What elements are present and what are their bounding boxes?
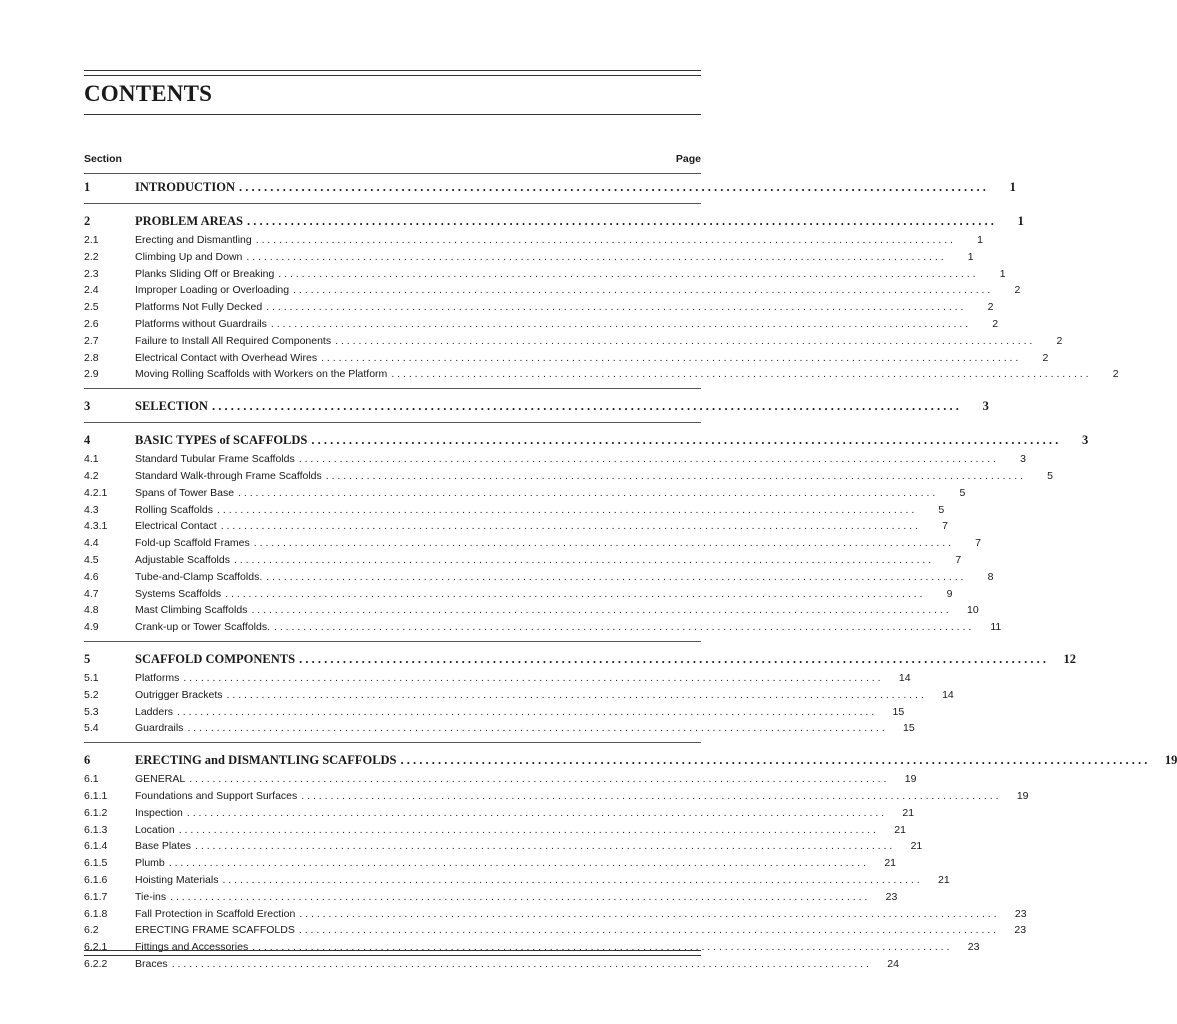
toc-subsection-entry[interactable]: [84, 672, 911, 687]
toc-entry-page-number: 3: [1082, 433, 1089, 448]
toc-entry-number: 4.6: [84, 570, 99, 583]
toc-entry-title: Crank-up or Tower Scaffolds.: [135, 621, 271, 634]
toc-entry-title: ERECTING and DISMANTLING SCAFFOLDS: [135, 753, 397, 768]
section-separator-rule: [84, 388, 701, 389]
toc-subsection-entry[interactable]: [84, 806, 915, 822]
toc-section-entry[interactable]: [84, 180, 1016, 197]
top-double-rule-outer: [84, 70, 701, 71]
dot-leader: . . . . . . . . . . . . . . . . . . . . . . . . . . . . . . . . . . . . . . . . . . . . . . . . . . . . . . . . . . . . . . . . . . . . . . . . . . . . . . . . . . . . . . . . . . . . . . . . . . . . . . . . . . . . . . . . . . . . . . . .: [400, 753, 1148, 768]
dot-leader: . . . . . . . . . . . . . . . . . . . . . . . . . . . . . . . . . . . . . . . . . . . . . . . . . . . . . . . . . . . . . . . . . . . . . . . . . . . . . . . . . . . . . . . . . . . . . . . . . . . . . . . . . . . . . . . . . . . . . . . .: [178, 823, 876, 836]
toc-entry-page-number: 15: [902, 722, 915, 735]
toc-entry-page-number: 23: [1014, 924, 1027, 937]
toc-subsection-entry[interactable]: [84, 267, 1006, 283]
toc-subsection-entry[interactable]: [84, 570, 994, 586]
toc-entry-title: Adjustable Scaffolds: [135, 554, 230, 566]
toc-section-entry[interactable]: [84, 433, 1089, 450]
toc-entry-title: Tube-and-Clamp Scaffolds.: [135, 570, 263, 583]
toc-entry-title: Failure to Install All Required Components: [135, 334, 332, 347]
dot-leader: . . . . . . . . . . . . . . . . . . . . . . . . . . . . . . . . . . . . . . . . . . . . . . . . . . . . . . . . . . . . . . . . . . . . . . . . . . . . . . . . . . . . . . . . . . . . . . . . . . . . . . . . . . . . . . . . . . . . . . . .: [233, 554, 932, 566]
toc-entry-number: 5.2: [84, 688, 99, 701]
toc-entry-title: Spans of Tower Base: [135, 486, 235, 499]
toc-entry-title: Systems Scaffolds: [135, 587, 222, 600]
dot-leader: . . . . . . . . . . . . . . . . . . . . . . . . . . . . . . . . . . . . . . . . . . . . . . . . . . . . . . . . . . . . . . . . . . . . . . . . . . . . . . . . . . . . . . . . . . . . . . . . . . . . . . . . . . . . . . . . . . . . . . . .: [176, 705, 875, 718]
toc-section-entry[interactable]: [84, 214, 1024, 231]
toc-entry-number: 6.1.4: [84, 840, 108, 853]
toc-entry-title: Platforms without Guardrails: [135, 318, 267, 330]
toc-subsection-entry[interactable]: [84, 537, 982, 552]
toc-entry-page-number: 1: [999, 267, 1006, 280]
toc-entry-title: Ladders: [135, 705, 173, 718]
dot-leader: . . . . . . . . . . . . . . . . . . . . . . . . . . . . . . . . . . . . . . . . . . . . . . . . . . . . . . . . . . . . . . . . . . . . . . . . . . . . . . . . . . . . . . . . . . . . . . . . . . . . . . . . . . . . . . . . . . . . . . . .: [187, 722, 885, 735]
toc-entry-page-number: 23: [967, 941, 980, 954]
dot-leader: . . . . . . . . . . . . . . . . . . . . . . . . . . . . . . . . . . . . . . . . . . . . . . . . . . . . . . . . . . . . . . . . . . . . . . . . . . . . . . . . . . . . . . . . . . . . . . . . . . . . . . . . . . . . . . . . . . . . . . . .: [298, 453, 996, 466]
toc-entry-number: 6.1.6: [84, 874, 108, 886]
toc-subsection-entry[interactable]: [84, 790, 1029, 805]
toc-subsection-entry[interactable]: [84, 840, 923, 855]
toc-entry-number: 6.1.1: [84, 790, 108, 802]
toc-entry-title: Fall Protection in Scaffold Erection: [135, 907, 296, 920]
toc-entry-number: 4.8: [84, 604, 99, 617]
toc-entry-title: Guardrails: [135, 722, 184, 735]
toc-entry-number: 5.4: [84, 722, 99, 735]
toc-entry-page-number: 24: [887, 958, 899, 970]
toc-entry-title: Foundations and Support Surfaces: [135, 790, 298, 802]
dot-leader: . . . . . . . . . . . . . . . . . . . . . . . . . . . . . . . . . . . . . . . . . . . . . . . . . . . . . . . . . . . . . . . . . . . . . . . . . . . . . . . . . . . . . . . . . . . . . . . . . . . . . . . . . . . . . . . . . . . . . . . .: [335, 334, 1033, 347]
toc-entry-number: 6.1.3: [84, 823, 108, 836]
toc-entry-number: 4.2.1: [84, 486, 108, 499]
toc-entry-page-number: 23: [885, 890, 898, 903]
toc-entry-title: Platforms Not Fully Decked: [135, 301, 263, 314]
toc-entry-page-number: 23: [1014, 907, 1027, 920]
dot-leader: . . . . . . . . . . . . . . . . . . . . . . . . . . . . . . . . . . . . . . . . . . . . . . . . . . . . . . . . . . . . . . . . . . . . . . . . . . . . . . . . . . . . . . . . . . . . . . . . . . . . . . . . . . . . . . . . . . . . . . . .: [266, 570, 964, 583]
toc-entry-title: SCAFFOLD COMPONENTS: [135, 652, 296, 666]
toc-entry-number: 3: [84, 399, 91, 414]
toc-entry-page-number: 12: [1063, 652, 1076, 666]
toc-subsection-entry[interactable]: [84, 688, 954, 704]
toc-entry-number: 2.2: [84, 250, 99, 263]
toc-entry-number: 4.2: [84, 470, 99, 482]
toc-entry-title: Planks Sliding Off or Breaking: [135, 267, 275, 280]
toc-entry-title: Fold-up Scaffold Frames: [135, 537, 250, 550]
dot-leader: . . . . . . . . . . . . . . . . . . . . . . . . . . . . . . . . . . . . . . . . . . . . . . . . . . . . . . . . . . . . . . . . . . . . . . . . . . . . . . . . . . . . . . . . . . . . . . . . . . . . . . . . . . . . . . . . . . . . . . . .: [186, 806, 885, 819]
toc-subsection-entry[interactable]: [84, 503, 945, 519]
toc-entry-number: 2.9: [84, 368, 99, 381]
header-rule: [84, 173, 701, 174]
dot-leader: . . . . . . . . . . . . . . . . . . . . . . . . . . . . . . . . . . . . . . . . . . . . . . . . . . . . . . . . . . . . . . . . . . . . . . . . . . . . . . . . . . . . . . . . . . . . . . . . . . . . . . . . . . . . . . . . . . . . . . . .: [299, 907, 997, 920]
toc-subsection-entry[interactable]: [84, 958, 899, 973]
toc-subsection-entry[interactable]: [84, 234, 983, 249]
toc-entry-number: 6.1.8: [84, 907, 108, 920]
toc-entry-number: 2.3: [84, 267, 99, 280]
dot-leader: . . . . . . . . . . . . . . . . . . . . . . . . . . . . . . . . . . . . . . . . . . . . . . . . . . . . . . . . . . . . . . . . . . . . . . . . . . . . . . . . . . . . . . . . . . . . . . . . . . . . . . . . . . . . . . . . . . . . . . . .: [311, 433, 1059, 448]
toc-subsection-entry[interactable]: [84, 368, 1119, 383]
toc-entry-page-number: 10: [966, 604, 979, 617]
toc-entry-title: Erecting and Dismantling: [135, 234, 252, 246]
toc-entry-number: 5.1: [84, 672, 99, 684]
toc-entry-number: 6.1: [84, 773, 99, 786]
dot-leader: . . . . . . . . . . . . . . . . . . . . . . . . . . . . . . . . . . . . . . . . . . . . . . . . . . . . . . . . . . . . . . . . . . . . . . . . . . . . . . . . . . . . . . . . . . . . . . . . . . . . . . . . . . . . . . . . . . . . . . . .: [225, 587, 923, 600]
toc-entry-page-number: 7: [975, 537, 982, 550]
toc-subsection-entry[interactable]: [84, 722, 915, 737]
toc-entry-title: Rolling Scaffolds: [135, 503, 214, 516]
toc-entry-number: 1: [84, 180, 91, 194]
toc-entry-title: GENERAL: [135, 773, 186, 786]
toc-entry-number: 4.5: [84, 554, 99, 566]
section-separator-rule: [84, 422, 701, 423]
section-separator-rule: [84, 203, 701, 204]
toc-subsection-entry[interactable]: [84, 705, 905, 721]
dot-leader: . . . . . . . . . . . . . . . . . . . . . . . . . . . . . . . . . . . . . . . . . . . . . . . . . . . . . . . . . . . . . . . . . . . . . . . . . . . . . . . . . . . . . . . . . . . . . . . . . . . . . . . . . . . . . . . . . . . . . . . .: [238, 486, 936, 499]
toc-entry-number: 2.4: [84, 284, 99, 297]
toc-subsection-entry[interactable]: [84, 604, 979, 619]
toc-entry-page-number: 3: [1020, 453, 1026, 466]
toc-entry-number: 6.1.2: [84, 806, 108, 819]
toc-entry-page-number: 19: [1016, 790, 1029, 802]
toc-section-entry[interactable]: [84, 753, 1177, 770]
toc-subsection-entry[interactable]: [84, 351, 1049, 367]
section-column-header: Section: [84, 153, 122, 165]
toc-entry-title: Base Plates: [135, 840, 192, 853]
toc-entry-number: 2.5: [84, 301, 99, 314]
toc-subsection-entry[interactable]: [84, 587, 953, 603]
toc-subsection-entry[interactable]: [84, 284, 1021, 299]
dot-leader: . . . . . . . . . . . . . . . . . . . . . . . . . . . . . . . . . . . . . . . . . . . . . . . . . . . . . . . . . . . . . . . . . . . . . . . . . . . . . . . . . . . . . . . . . . . . . . . . . . . . . . . . . . . . . . . . . . . . . . . .: [253, 537, 952, 550]
toc-entry-page-number: 8: [987, 570, 994, 583]
toc-entry-title: Mast Climbing Scaffolds: [135, 604, 248, 617]
toc-subsection-entry[interactable]: [84, 301, 994, 316]
toc-entry-title: Standard Tubular Frame Scaffolds: [135, 453, 295, 466]
toc-entry-page-number: 1: [977, 234, 983, 246]
toc-entry-number: 4.7: [84, 587, 99, 600]
toc-entry-number: 6.2.1: [84, 941, 108, 954]
dot-leader: . . . . . . . . . . . . . . . . . . . . . . . . . . . . . . . . . . . . . . . . . . . . . . . . . . . . . . . . . . . . . . . . . . . . . . . . . . . . . . . . . . . . . . . . . . . . . . . . . . . . . . . . . . . . . . . . . . . . . . . .: [274, 621, 972, 634]
toc-entry-title: ERECTING FRAME SCAFFOLDS: [135, 924, 295, 937]
section-separator-rule: [84, 641, 701, 642]
toc-subsection-entry[interactable]: [84, 318, 999, 333]
dot-leader: . . . . . . . . . . . . . . . . . . . . . . . . . . . . . . . . . . . . . . . . . . . . . . . . . . . . . . . . . . . . . . . . . . . . . . . . . . . . . . . . . . . . . . . . . . . . . . . . . . . . . . . . . . . . . . . . . . . . . . . .: [270, 318, 969, 330]
dot-leader: . . . . . . . . . . . . . . . . . . . . . . . . . . . . . . . . . . . . . . . . . . . . . . . . . . . . . . . . . . . . . . . . . . . . . . . . . . . . . . . . . . . . . . . . . . . . . . . . . . . . . . . . . . . . . . . . . . . . . . . .: [170, 890, 868, 903]
toc-subsection-entry[interactable]: [84, 924, 1027, 939]
toc-subsection-entry[interactable]: [84, 453, 1026, 468]
toc-entry-page-number: 11: [990, 621, 1002, 634]
toc-entry-number: 6.2: [84, 924, 99, 937]
toc-entry-page-number: 2: [987, 301, 994, 314]
dot-leader: . . . . . . . . . . . . . . . . . . . . . . . . . . . . . . . . . . . . . . . . . . . . . . . . . . . . . . . . . . . . . . . . . . . . . . . . . . . . . . . . . . . . . . . . . . . . . . . . . . . . . . . . . . . . . . . . . . . . . . . .: [293, 284, 991, 297]
toc-entry-page-number: 21: [894, 823, 906, 836]
toc-entry-title: INTRODUCTION: [135, 180, 236, 194]
toc-entry-title: Inspection: [135, 806, 183, 819]
toc-entry-number: 2.8: [84, 351, 99, 364]
toc-entry-title: Electrical Contact with Overhead Wires: [135, 351, 318, 364]
dot-leader: . . . . . . . . . . . . . . . . . . . . . . . . . . . . . . . . . . . . . . . . . . . . . . . . . . . . . . . . . . . . . . . . . . . . . . . . . . . . . . . . . . . . . . . . . . . . . . . . . . . . . . . . . . . . . . . . . . . . . . . .: [391, 368, 1089, 381]
toc-entry-number: 5: [84, 652, 91, 666]
toc-entry-page-number: 7: [955, 554, 962, 566]
bottom-double-rule-outer: [84, 955, 701, 956]
toc-entry-page-number: 7: [942, 520, 948, 533]
dot-leader: . . . . . . . . . . . . . . . . . . . . . . . . . . . . . . . . . . . . . . . . . . . . . . . . . . . . . . . . . . . . . . . . . . . . . . . . . . . . . . . . . . . . . . . . . . . . . . . . . . . . . . . . . . . . . . . . . . . . . . . .: [183, 672, 881, 684]
toc-entry-number: 6.1.7: [84, 890, 108, 903]
toc-entry-page-number: 19: [904, 773, 917, 786]
toc-entry-title: Improper Loading or Overloading: [135, 284, 290, 297]
toc-entry-page-number: 21: [938, 874, 950, 886]
dot-leader: . . . . . . . . . . . . . . . . . . . . . . . . . . . . . . . . . . . . . . . . . . . . . . . . . . . . . . . . . . . . . . . . . . . . . . . . . . . . . . . . . . . . . . . . . . . . . . . . . . . . . . . . . . . . . . . . . . . . . . . .: [255, 234, 953, 246]
dot-leader: . . . . . . . . . . . . . . . . . . . . . . . . . . . . . . . . . . . . . . . . . . . . . . . . . . . . . . . . . . . . . . . . . . . . . . . . . . . . . . . . . . . . . . . . . . . . . . . . . . . . . . . . . . . . . . . . . . . . . . . .: [217, 503, 915, 516]
toc-entry-title: SELECTION: [135, 399, 208, 414]
toc-entry-page-number: 19: [1164, 753, 1177, 768]
toc-entry-page-number: 9: [946, 587, 953, 600]
toc-entry-title: Braces: [135, 958, 168, 970]
toc-entry-title: BASIC TYPES of SCAFFOLDS: [135, 433, 308, 448]
toc-subsection-entry[interactable]: [84, 874, 950, 889]
toc-entry-title: Hoisting Materials: [135, 874, 219, 886]
title-rule: [84, 114, 701, 115]
toc-entry-title: Plumb: [135, 857, 165, 870]
toc-entry-title: Fittings and Accessories: [135, 941, 249, 954]
toc-section-entry[interactable]: [84, 399, 989, 416]
toc-subsection-entry[interactable]: [84, 486, 966, 502]
toc-entry-number: 4.3: [84, 503, 99, 516]
toc-entry-page-number: 21: [902, 806, 915, 819]
dot-leader: . . . . . . . . . . . . . . . . . . . . . . . . . . . . . . . . . . . . . . . . . . . . . . . . . . . . . . . . . . . . . . . . . . . . . . . . . . . . . . . . . . . . . . . . . . . . . . . . . . . . . . . . . . . . . . . . . . . . . . . .: [298, 924, 997, 937]
dot-leader: . . . . . . . . . . . . . . . . . . . . . . . . . . . . . . . . . . . . . . . . . . . . . . . . . . . . . . . . . . . . . . . . . . . . . . . . . . . . . . . . . . . . . . . . . . . . . . . . . . . . . . . . . . . . . . . . . . . . . . . .: [189, 773, 887, 786]
dot-leader: . . . . . . . . . . . . . . . . . . . . . . . . . . . . . . . . . . . . . . . . . . . . . . . . . . . . . . . . . . . . . . . . . . . . . . . . . . . . . . . . . . . . . . . . . . . . . . . . . . . . . . . . . . . . . . . . . . . . . . . .: [251, 604, 949, 617]
dot-leader: . . . . . . . . . . . . . . . . . . . . . . . . . . . . . . . . . . . . . . . . . . . . . . . . . . . . . . . . . . . . . . . . . . . . . . . . . . . . . . . . . . . . . . . . . . . . . . . . . . . . . . . . . . . . . . . . . . . . . . . .: [171, 958, 869, 970]
toc-entry-page-number: 21: [884, 857, 896, 870]
toc-entry-page-number: 2: [1014, 284, 1021, 297]
toc-entry-number: 6.2.2: [84, 958, 108, 970]
toc-subsection-entry[interactable]: [84, 334, 1063, 350]
toc-entry-page-number: 5: [959, 486, 966, 499]
dot-leader: . . . . . . . . . . . . . . . . . . . . . . . . . . . . . . . . . . . . . . . . . . . . . . . . . . . . . . . . . . . . . . . . . . . . . . . . . . . . . . . . . . . . . . . . . . . . . . . . . . . . . . . . . . . . . . . . . . . . . . . .: [278, 267, 976, 280]
toc-subsection-entry[interactable]: [84, 250, 974, 266]
top-double-rule-inner: [84, 75, 701, 76]
page-column-header: Page: [675, 153, 701, 165]
toc-entry-page-number: 2: [1042, 351, 1049, 364]
toc-entry-page-number: 1: [967, 250, 974, 263]
dot-leader: . . . . . . . . . . . . . . . . . . . . . . . . . . . . . . . . . . . . . . . . . . . . . . . . . . . . . . . . . . . . . . . . . . . . . . . . . . . . . . . . . . . . . . . . . . . . . . . . . . . . . . . . . . . . . . . . . . . . . . . .: [266, 301, 964, 314]
toc-subsection-entry[interactable]: [84, 520, 948, 535]
toc-entry-page-number: 2: [992, 318, 999, 330]
toc-entry-number: 6.1.5: [84, 857, 108, 870]
toc-entry-page-number: 3: [982, 399, 989, 414]
toc-entry-number: 4.1: [84, 453, 99, 466]
toc-entry-title: Climbing Up and Down: [135, 250, 243, 263]
toc-subsection-entry[interactable]: [84, 823, 906, 839]
toc-subsection-entry[interactable]: [84, 773, 917, 788]
toc-entry-title: Outrigger Brackets: [135, 688, 223, 701]
toc-entry-page-number: 21: [910, 840, 923, 853]
toc-section-entry[interactable]: [84, 652, 1076, 669]
toc-subsection-entry[interactable]: [84, 907, 1027, 923]
toc-entry-page-number: 1: [1009, 180, 1016, 194]
toc-entry-title: Tie-ins: [135, 890, 167, 903]
toc-entry-number: 4.4: [84, 537, 99, 550]
dot-leader: . . . . . . . . . . . . . . . . . . . . . . . . . . . . . . . . . . . . . . . . . . . . . . . . . . . . . . . . . . . . . . . . . . . . . . . . . . . . . . . . . . . . . . . . . . . . . . . . . . . . . . . . . . . . . . . . . . . . . . . .: [220, 520, 918, 533]
dot-leader: . . . . . . . . . . . . . . . . . . . . . . . . . . . . . . . . . . . . . . . . . . . . . . . . . . . . . . . . . . . . . . . . . . . . . . . . . . . . . . . . . . . . . . . . . . . . . . . . . . . . . . . . . . . . . . . . . . . . . . . .: [299, 652, 1046, 666]
toc-entry-page-number: 5: [1047, 470, 1053, 482]
toc-entry-title: Electrical Contact: [135, 520, 217, 533]
section-separator-rule: [84, 742, 701, 743]
dot-leader: . . . . . . . . . . . . . . . . . . . . . . . . . . . . . . . . . . . . . . . . . . . . . . . . . . . . . . . . . . . . . . . . . . . . . . . . . . . . . . . . . . . . . . . . . . . . . . . . . . . . . . . . . . . . . . . . . . . . . . . .: [239, 180, 986, 194]
dot-leader: . . . . . . . . . . . . . . . . . . . . . . . . . . . . . . . . . . . . . . . . . . . . . . . . . . . . . . . . . . . . . . . . . . . . . . . . . . . . . . . . . . . . . . . . . . . . . . . . . . . . . . . . . . . . . . . . . . . . . . . .: [211, 399, 959, 414]
toc-entry-number: 2.7: [84, 334, 99, 347]
toc-entry-number: 2: [84, 214, 91, 228]
contents-page: [84, 0, 1177, 1024]
bottom-double-rule-inner: [84, 950, 701, 951]
toc-entry-number: 4: [84, 433, 91, 448]
toc-subsection-entry[interactable]: [84, 554, 962, 569]
toc-entry-page-number: 15: [892, 705, 905, 718]
dot-leader: . . . . . . . . . . . . . . . . . . . . . . . . . . . . . . . . . . . . . . . . . . . . . . . . . . . . . . . . . . . . . . . . . . . . . . . . . . . . . . . . . . . . . . . . . . . . . . . . . . . . . . . . . . . . . . . . . . . . . . . .: [246, 250, 944, 263]
toc-entry-title: PROBLEM AREAS: [135, 214, 244, 228]
dot-leader: . . . . . . . . . . . . . . . . . . . . . . . . . . . . . . . . . . . . . . . . . . . . . . . . . . . . . . . . . . . . . . . . . . . . . . . . . . . . . . . . . . . . . . . . . . . . . . . . . . . . . . . . . . . . . . . . . . . . . . . .: [222, 874, 920, 886]
toc-entry-title: Standard Walk-through Frame Scaffolds: [135, 470, 322, 482]
toc-entry-number: 5.3: [84, 705, 99, 718]
toc-subsection-entry[interactable]: [84, 621, 1002, 636]
dot-leader: . . . . . . . . . . . . . . . . . . . . . . . . . . . . . . . . . . . . . . . . . . . . . . . . . . . . . . . . . . . . . . . . . . . . . . . . . . . . . . . . . . . . . . . . . . . . . . . . . . . . . . . . . . . . . . . . . . . . . . . .: [247, 214, 994, 228]
toc-entry-number: 6: [84, 753, 91, 768]
dot-leader: . . . . . . . . . . . . . . . . . . . . . . . . . . . . . . . . . . . . . . . . . . . . . . . . . . . . . . . . . . . . . . . . . . . . . . . . . . . . . . . . . . . . . . . . . . . . . . . . . . . . . . . . . . . . . . . . . . . . . . . .: [325, 470, 1023, 482]
dot-leader: . . . . . . . . . . . . . . . . . . . . . . . . . . . . . . . . . . . . . . . . . . . . . . . . . . . . . . . . . . . . . . . . . . . . . . . . . . . . . . . . . . . . . . . . . . . . . . . . . . . . . . . . . . . . . . . . . . . . . . . .: [195, 840, 893, 853]
toc-entry-number: 2.1: [84, 234, 99, 246]
toc-entry-page-number: 5: [938, 503, 945, 516]
toc-subsection-entry[interactable]: [84, 470, 1053, 485]
toc-entry-page-number: 2: [1112, 368, 1119, 381]
page-title: CONTENTS: [84, 81, 213, 106]
toc-entry-title: Location: [135, 823, 175, 836]
toc-entry-title: Moving Rolling Scaffolds with Workers on the Platform: [135, 368, 388, 381]
toc-subsection-entry[interactable]: [84, 941, 980, 956]
toc-entry-page-number: 14: [898, 672, 911, 684]
toc-entry-number: 4.9: [84, 621, 99, 634]
toc-entry-page-number: 1: [1017, 214, 1024, 228]
dot-leader: . . . . . . . . . . . . . . . . . . . . . . . . . . . . . . . . . . . . . . . . . . . . . . . . . . . . . . . . . . . . . . . . . . . . . . . . . . . . . . . . . . . . . . . . . . . . . . . . . . . . . . . . . . . . . . . . . . . . . . . .: [226, 688, 924, 701]
dot-leader: . . . . . . . . . . . . . . . . . . . . . . . . . . . . . . . . . . . . . . . . . . . . . . . . . . . . . . . . . . . . . . . . . . . . . . . . . . . . . . . . . . . . . . . . . . . . . . . . . . . . . . . . . . . . . . . . . . . . . . . .: [321, 351, 1019, 364]
toc-entry-number: 4.3.1: [84, 520, 108, 533]
toc-entry-title: Platforms: [135, 672, 180, 684]
toc-entry-number: 2.6: [84, 318, 99, 330]
toc-entry-page-number: 2: [1056, 334, 1063, 347]
toc-entry-page-number: 14: [942, 688, 954, 701]
dot-leader: . . . . . . . . . . . . . . . . . . . . . . . . . . . . . . . . . . . . . . . . . . . . . . . . . . . . . . . . . . . . . . . . . . . . . . . . . . . . . . . . . . . . . . . . . . . . . . . . . . . . . . . . . . . . . . . . . . . . . . . .: [168, 857, 866, 870]
toc-subsection-entry[interactable]: [84, 857, 896, 872]
dot-leader: . . . . . . . . . . . . . . . . . . . . . . . . . . . . . . . . . . . . . . . . . . . . . . . . . . . . . . . . . . . . . . . . . . . . . . . . . . . . . . . . . . . . . . . . . . . . . . . . . . . . . . . . . . . . . . . . . . . . . . . .: [252, 941, 950, 954]
dot-leader: . . . . . . . . . . . . . . . . . . . . . . . . . . . . . . . . . . . . . . . . . . . . . . . . . . . . . . . . . . . . . . . . . . . . . . . . . . . . . . . . . . . . . . . . . . . . . . . . . . . . . . . . . . . . . . . . . . . . . . . .: [301, 790, 999, 802]
toc-subsection-entry[interactable]: [84, 890, 898, 906]
